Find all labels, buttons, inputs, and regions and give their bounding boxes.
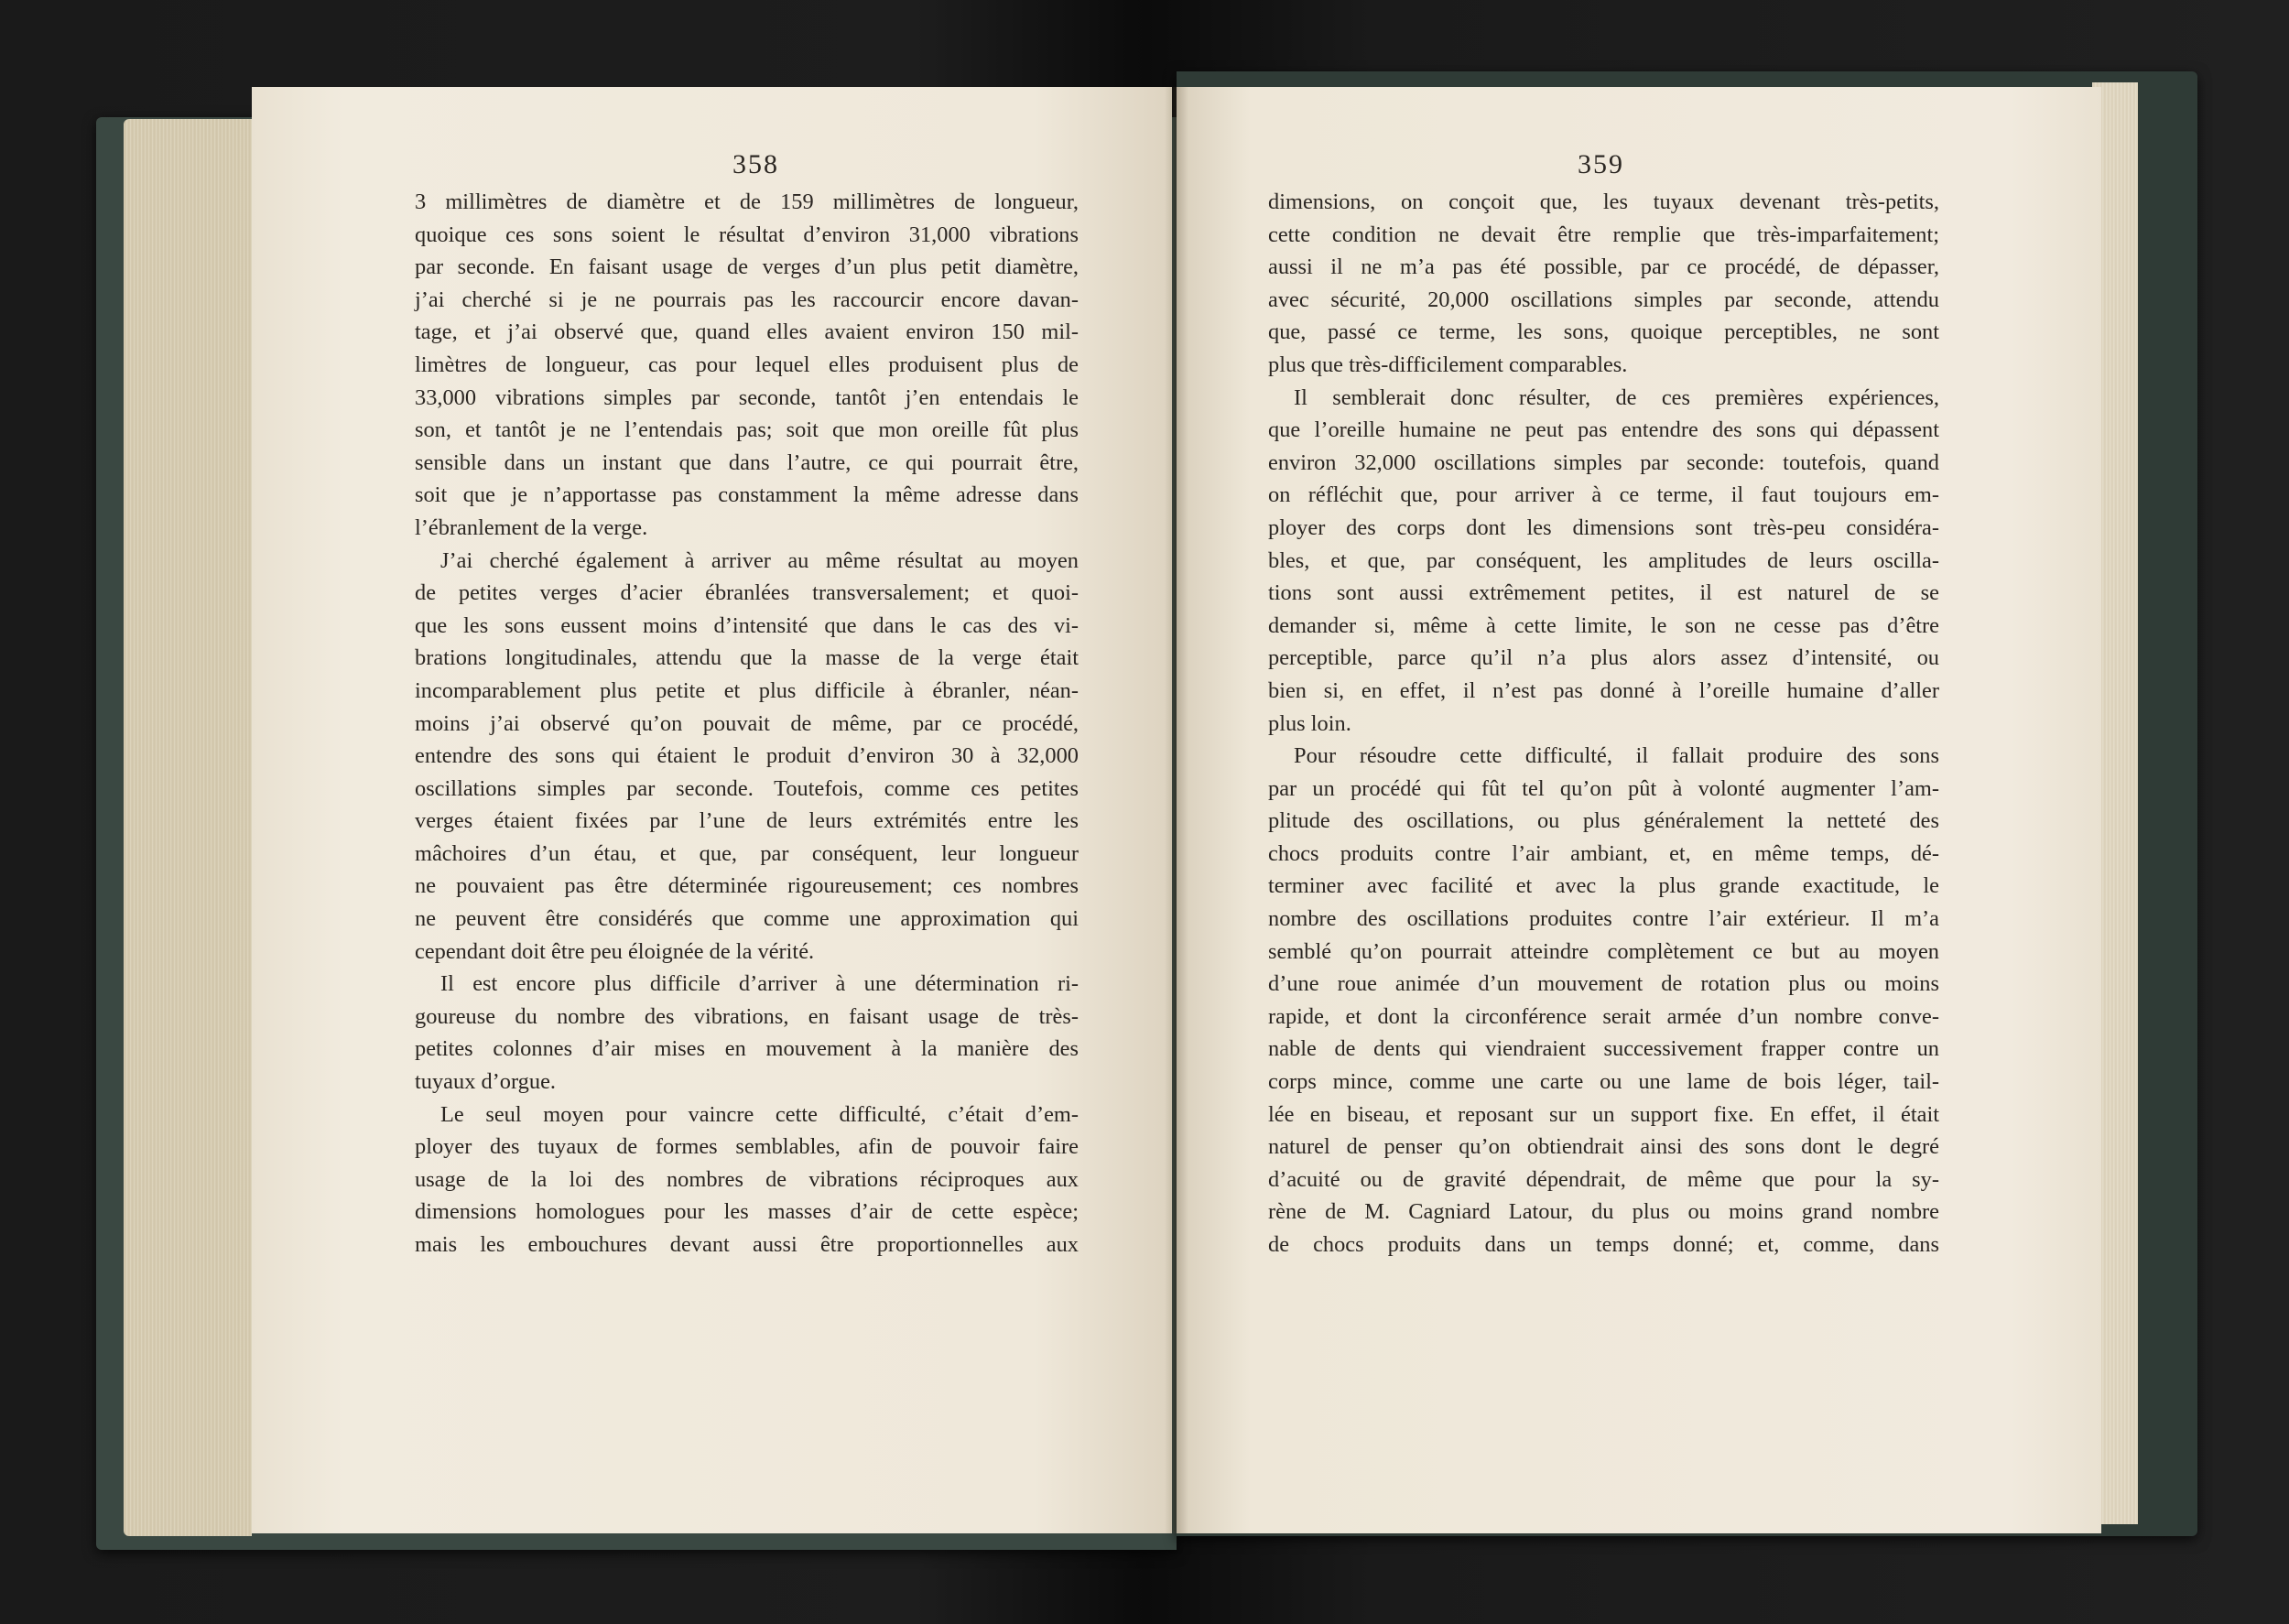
text-line: corps mince, comme une carte ou une lame de bois léger, tail- [1268,1069,1939,1095]
text-line: que, passé ce terme, les sons, quoique perceptibles, ne sont [1268,319,1939,345]
text-line: ployer des tuyaux de formes semblables, afin de pouvoir faire [415,1134,1079,1160]
text-line: que les sons eussent moins d’intensité que dans le cas des vi- [415,612,1079,638]
text-line: bien si, en effet, il n’est pas donné à l’oreille humaine d’aller [1268,677,1939,703]
right-page [1177,87,2101,1533]
text-line: plus que très-difficilement comparables. [1268,352,1628,377]
text-line: bles, et que, par conséquent, les amplitudes de leurs oscilla- [1268,547,1939,573]
text-line: aussi il ne m’a pas été possible, par ce procédé, de dépasser, [1268,254,1939,280]
text-line: usage de la loi des nombres de vibrations réciproques aux [415,1166,1079,1192]
text-line: Il est encore plus difficile d’arriver à une détermination ri- [440,971,1079,997]
text-line: de petites verges d’acier ébranlées transversalement; et quoi- [415,580,1079,606]
text-line: moins j’ai observé qu’on pouvait de même, par ce procédé, [415,710,1079,736]
right-page-text [1268,186,1939,1261]
text-line: entendre des sons qui étaient le produit d’environ 30 à 32,000 [415,743,1079,769]
page-edges-left [124,119,252,1536]
text-line: demander si, même à cette limite, le son ne cesse pas d’être [1268,612,1939,638]
text-line: plus loin. [1268,710,1351,736]
text-line: cette condition ne devait être remplie que très-imparfaitement; [1268,222,1939,247]
text-line: nable de dents qui viendraient successivement frapper contre un [1268,1036,1939,1062]
text-line: dimensions homologues pour les masses d’air de cette espèce; [415,1199,1079,1225]
text-line: rène de M. Cagniard Latour, du plus ou moins grand nombre [1268,1199,1939,1225]
text-line: tuyaux d’orgue. [415,1069,556,1095]
text-line: dimensions, on conçoit que, les tuyaux devenant très-petits, [1268,189,1939,214]
text-line: 3 millimètres de diamètre et de 159 millimètres de longueur, [415,189,1079,214]
text-line: que l’oreille humaine ne peut pas entendre des sons qui dépassent [1268,417,1939,443]
text-line: nombre des oscillations produites contre l’air extérieur. Il m’a [1268,906,1939,932]
text-line: ne peuvent être considérés que comme une approximation qui [415,906,1079,932]
text-line: environ 32,000 oscillations simples par seconde: toutefois, quand [1268,449,1939,475]
text-line: chocs produits contre l’air ambiant, et, en même temps, dé- [1268,840,1939,866]
text-line: quoique ces sons soient le résultat d’environ 31,000 vibrations [415,222,1079,247]
book-gutter [1165,87,1188,1533]
text-line: naturel de penser qu’on obtiendrait ainsi des sons dont le degré [1268,1134,1939,1160]
text-line: Il semblerait donc résulter, de ces premières expériences, [1294,384,1939,410]
text-line: lée en biseau, et reposant sur un support fixe. En effet, il était [1268,1101,1939,1127]
text-line: on réfléchit que, pour arriver à ce terme, il faut toujours em- [1268,482,1939,508]
text-line: verges étaient fixées par l’une de leurs extrémités entre les [415,808,1079,834]
text-line: J’ai cherché également à arriver au même résultat au moyen [440,547,1079,573]
left-page [252,87,1172,1533]
text-line: par un procédé qui fût tel qu’on pût à volonté augmenter l’am- [1268,775,1939,801]
text-line: tions sont aussi extrêmement petites, il est naturel de se [1268,580,1939,606]
text-line: par seconde. En faisant usage de verges d’un plus petit diamètre, [415,254,1079,280]
text-line: d’acuité ou de gravité dépendrait, de même que pour la sy- [1268,1166,1939,1192]
text-line: petites colonnes d’air mises en mouvement à la manière des [415,1036,1079,1062]
text-line: rapide, et dont la circonférence serait armée d’un nombre conve- [1268,1003,1939,1029]
text-line: 33,000 vibrations simples par seconde, tantôt j’en entendais le [415,384,1079,410]
text-line: semblé qu’on pourrait atteindre complètement ce but au moyen [1268,938,1939,964]
text-line: sensible dans un instant que dans l’autre, ce qui pourrait être, [415,449,1079,475]
text-line: son, et tantôt je ne l’entendais pas; soit que mon oreille fût plus [415,417,1079,443]
text-line: oscillations simples par seconde. Toutefois, comme ces petites [415,775,1079,801]
text-line: tage, et j’ai observé que, quand elles avaient environ 150 mil- [415,319,1079,345]
text-line: plitude des oscillations, ou plus généralement la netteté des [1268,808,1939,834]
text-line: Le seul moyen pour vaincre cette difficulté, c’était d’em- [440,1101,1079,1127]
text-line: perceptible, parce qu’il n’a plus alors assez d’intensité, ou [1268,645,1939,671]
text-line: terminer avec facilité et avec la plus grande exactitude, le [1268,873,1939,899]
text-line: goureuse du nombre des vibrations, en faisant usage de très- [415,1003,1079,1029]
text-line: soit que je n’apportasse pas constamment la même adresse dans [415,482,1079,508]
text-line: mâchoires d’un étau, et que, par conséquent, leur longueur [415,840,1079,866]
text-line: brations longitudinales, attendu que la masse de la verge était [415,645,1079,671]
text-line: limètres de longueur, cas pour lequel elles produisent plus de [415,352,1079,377]
text-line: mais les embouchures devant aussi être proportionnelles aux [415,1232,1079,1257]
left-page-text [415,186,1079,1261]
text-line: avec sécurité, 20,000 oscillations simples par seconde, attendu [1268,287,1939,312]
text-line: de chocs produits dans un temps donné; et, comme, dans [1268,1232,1939,1257]
text-line: l’ébranlement de la verge. [415,514,648,540]
text-line: d’une roue animée d’un mouvement de rotation plus ou moins [1268,971,1939,997]
text-line: cependant doit être peu éloignée de la vérité. [415,938,815,964]
text-line: ne pouvaient pas être déterminée rigoureusement; ces nombres [415,873,1079,899]
text-line: ployer des corps dont les dimensions sont très-peu considéra- [1268,514,1939,540]
page-number-right: 359 [1578,149,1624,179]
text-line: Pour résoudre cette difficulté, il fallait produire des sons [1294,743,1939,769]
text-line: j’ai cherché si je ne pourrais pas les raccourcir encore davan- [415,287,1079,312]
page-number-left: 358 [732,149,779,179]
text-line: incomparablement plus petite et plus difficile à ébranler, néan- [415,677,1079,703]
